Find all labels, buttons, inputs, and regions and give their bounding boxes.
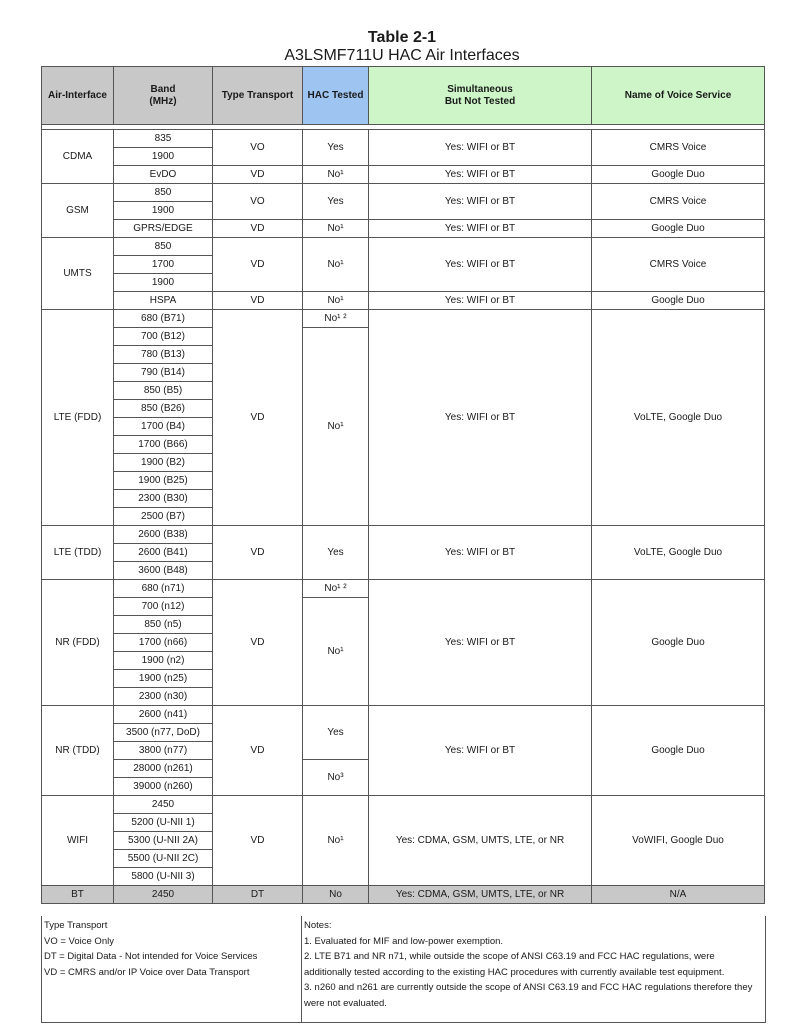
table-row bbox=[42, 166, 765, 184]
note-2: 2. LTE B71 and NR n71, while outside the scope of ANSI C63.19 and FCC HAC regulations, were additionally tested according to the existing HAC procedures with currently available test equipment. bbox=[304, 951, 725, 978]
air-interface-gsm: GSM bbox=[42, 184, 114, 238]
table-row bbox=[42, 238, 765, 256]
table-row-bt bbox=[42, 886, 765, 904]
band-cell: 3600 (B48) bbox=[114, 562, 213, 580]
notes-section bbox=[41, 916, 766, 1023]
table-row bbox=[42, 526, 765, 544]
notes-heading: Notes: bbox=[304, 920, 332, 931]
band-cell: 780 (B13) bbox=[114, 346, 213, 364]
band-cell: 2450 bbox=[114, 886, 213, 904]
band-cell: 700 (B12) bbox=[114, 328, 213, 346]
hac-air-interfaces-table bbox=[41, 66, 765, 904]
simul-cell: Yes: WIFI or BT bbox=[369, 238, 592, 292]
band-cell: 1700 (B4) bbox=[114, 418, 213, 436]
simul-cell: Yes: WIFI or BT bbox=[369, 166, 592, 184]
hac-cell: Yes bbox=[303, 184, 369, 220]
voice-cell: CMRS Voice bbox=[592, 130, 765, 166]
notes-list bbox=[302, 916, 765, 1022]
simul-cell: Yes: WIFI or BT bbox=[369, 526, 592, 580]
band-cell: 3800 (n77) bbox=[114, 742, 213, 760]
transport-cell: VD bbox=[213, 166, 303, 184]
simul-cell: Yes: WIFI or BT bbox=[369, 292, 592, 310]
band-cell: 3500 (n77, DoD) bbox=[114, 724, 213, 742]
band-cell: 850 (B5) bbox=[114, 382, 213, 400]
simul-cell: Yes: WIFI or BT bbox=[369, 580, 592, 706]
transport-cell: VD bbox=[213, 580, 303, 706]
voice-cell: VoWIFI, Google Duo bbox=[592, 796, 765, 886]
legend-heading: Type Transport bbox=[44, 920, 108, 931]
band-cell: HSPA bbox=[114, 292, 213, 310]
band-cell: EvDO bbox=[114, 166, 213, 184]
transport-cell: VD bbox=[213, 796, 303, 886]
voice-cell: VoLTE, Google Duo bbox=[592, 310, 765, 526]
simul-cell: Yes: WIFI or BT bbox=[369, 706, 592, 796]
band-cell: 2600 (B38) bbox=[114, 526, 213, 544]
hac-cell: No¹ ² bbox=[303, 580, 369, 598]
table-row bbox=[42, 310, 765, 328]
hac-cell: No¹ bbox=[303, 328, 369, 526]
transport-cell: VO bbox=[213, 130, 303, 166]
band-cell: 5200 (U-NII 1) bbox=[114, 814, 213, 832]
band-cell: 2600 (B41) bbox=[114, 544, 213, 562]
voice-cell: VoLTE, Google Duo bbox=[592, 526, 765, 580]
band-cell: 1900 (B2) bbox=[114, 454, 213, 472]
band-cell: 5800 (U-NII 3) bbox=[114, 868, 213, 886]
band-cell: 1700 (B66) bbox=[114, 436, 213, 454]
legend-vd: VD = CMRS and/or IP Voice over Data Transport bbox=[44, 966, 250, 978]
header-type-transport: Type Transport bbox=[213, 67, 303, 125]
voice-cell: CMRS Voice bbox=[592, 184, 765, 220]
voice-cell: CMRS Voice bbox=[592, 238, 765, 292]
simul-cell: Yes: CDMA, GSM, UMTS, LTE, or NR bbox=[369, 796, 592, 886]
air-interface-lte-tdd: LTE (TDD) bbox=[42, 526, 114, 580]
transport-cell: VD bbox=[213, 292, 303, 310]
band-cell: 1900 (n25) bbox=[114, 670, 213, 688]
table-row bbox=[42, 220, 765, 238]
transport-cell: VO bbox=[213, 184, 303, 220]
band-cell: 5500 (U-NII 2C) bbox=[114, 850, 213, 868]
band-cell: 1900 bbox=[114, 202, 213, 220]
band-cell: 5300 (U-NII 2A) bbox=[114, 832, 213, 850]
air-interface-lte-fdd: LTE (FDD) bbox=[42, 310, 114, 526]
band-cell: 2450 bbox=[114, 796, 213, 814]
simul-cell: Yes: WIFI or BT bbox=[369, 220, 592, 238]
header-air-interface: Air-Interface bbox=[42, 67, 114, 125]
table-row bbox=[42, 796, 765, 814]
header-band bbox=[114, 67, 213, 125]
hac-cell: No bbox=[303, 886, 369, 904]
band-cell: 1900 bbox=[114, 148, 213, 166]
table-title: Table 2-1 bbox=[367, 29, 437, 46]
header-voice-service: Name of Voice Service bbox=[592, 67, 765, 125]
hac-cell: No³ bbox=[303, 760, 369, 796]
hac-cell: No¹ ² bbox=[303, 310, 369, 328]
simul-cell: Yes: WIFI or BT bbox=[369, 184, 592, 220]
table-subtitle: A3LSMF711U HAC Air Interfaces bbox=[284, 47, 520, 64]
table-header-row bbox=[42, 67, 765, 125]
hac-cell: No¹ bbox=[303, 292, 369, 310]
hac-cell: No¹ bbox=[303, 598, 369, 706]
band-cell: 850 (B26) bbox=[114, 400, 213, 418]
band-cell: 850 bbox=[114, 184, 213, 202]
band-cell: 2300 (B30) bbox=[114, 490, 213, 508]
transport-cell: VD bbox=[213, 220, 303, 238]
voice-cell: Google Duo bbox=[592, 166, 765, 184]
band-cell: 39000 (n260) bbox=[114, 778, 213, 796]
simul-cell: Yes: WIFI or BT bbox=[369, 310, 592, 526]
header-band-line1: Band bbox=[150, 83, 176, 95]
band-cell: 2600 (n41) bbox=[114, 706, 213, 724]
air-interface-bt: BT bbox=[42, 886, 114, 904]
band-cell: 835 bbox=[114, 130, 213, 148]
hac-cell: No¹ bbox=[303, 796, 369, 886]
band-cell: 850 (n5) bbox=[114, 616, 213, 634]
band-cell: 1900 (B25) bbox=[114, 472, 213, 490]
air-interface-nr-tdd: NR (TDD) bbox=[42, 706, 114, 796]
voice-cell: Google Duo bbox=[592, 706, 765, 796]
header-simultaneous bbox=[369, 67, 592, 125]
band-cell: 1700 (n66) bbox=[114, 634, 213, 652]
band-cell: 680 (n71) bbox=[114, 580, 213, 598]
transport-legend bbox=[42, 916, 302, 1022]
band-cell: 790 (B14) bbox=[114, 364, 213, 382]
band-cell: 1700 bbox=[114, 256, 213, 274]
simul-cell: Yes: CDMA, GSM, UMTS, LTE, or NR bbox=[369, 886, 592, 904]
hac-cell: No¹ bbox=[303, 166, 369, 184]
table-row bbox=[42, 130, 765, 148]
band-cell: GPRS/EDGE bbox=[114, 220, 213, 238]
note-3: 3. n260 and n261 are currently outside the scope of ANSI C63.19 and FCC HAC regulations therefore they were not evaluated. bbox=[304, 982, 753, 1009]
air-interface-cdma: CDMA bbox=[42, 130, 114, 184]
hac-cell: Yes bbox=[303, 130, 369, 166]
band-cell: 2500 (B7) bbox=[114, 508, 213, 526]
table-row bbox=[42, 706, 765, 724]
hac-cell: No¹ bbox=[303, 238, 369, 292]
band-cell: 700 (n12) bbox=[114, 598, 213, 616]
hac-cell: Yes bbox=[303, 706, 369, 760]
band-cell: 2300 (n30) bbox=[114, 688, 213, 706]
simul-cell: Yes: WIFI or BT bbox=[369, 130, 592, 166]
header-simul-line1: Simultaneous bbox=[447, 83, 513, 95]
table-row bbox=[42, 184, 765, 202]
legend-dt: DT = Digital Data - Not intended for Voice Services bbox=[44, 951, 258, 962]
header-hac-tested: HAC Tested bbox=[303, 67, 369, 125]
transport-cell: VD bbox=[213, 706, 303, 796]
air-interface-wifi: WIFI bbox=[42, 796, 114, 886]
band-cell: 28000 (n261) bbox=[114, 760, 213, 778]
legend-vo: VO = Voice Only bbox=[44, 935, 114, 947]
air-interface-umts: UMTS bbox=[42, 238, 114, 310]
table-row bbox=[42, 292, 765, 310]
transport-cell: VD bbox=[213, 526, 303, 580]
voice-cell: N/A bbox=[592, 886, 765, 904]
hac-cell: No¹ bbox=[303, 220, 369, 238]
voice-cell: Google Duo bbox=[592, 292, 765, 310]
band-cell: 1900 (n2) bbox=[114, 652, 213, 670]
band-cell: 680 (B71) bbox=[114, 310, 213, 328]
hac-cell: Yes bbox=[303, 526, 369, 580]
note-1: 1. Evaluated for MIF and low-power exemption. bbox=[304, 935, 504, 947]
header-simul-line2: But Not Tested bbox=[444, 95, 516, 107]
table-row bbox=[42, 580, 765, 598]
transport-cell: VD bbox=[213, 238, 303, 292]
transport-cell: DT bbox=[213, 886, 303, 904]
band-cell: 1900 bbox=[114, 274, 213, 292]
band-cell: 850 bbox=[114, 238, 213, 256]
header-band-line2: (MHz) bbox=[149, 95, 177, 107]
air-interface-nr-fdd: NR (FDD) bbox=[42, 580, 114, 706]
voice-cell: Google Duo bbox=[592, 580, 765, 706]
voice-cell: Google Duo bbox=[592, 220, 765, 238]
transport-cell: VD bbox=[213, 310, 303, 526]
